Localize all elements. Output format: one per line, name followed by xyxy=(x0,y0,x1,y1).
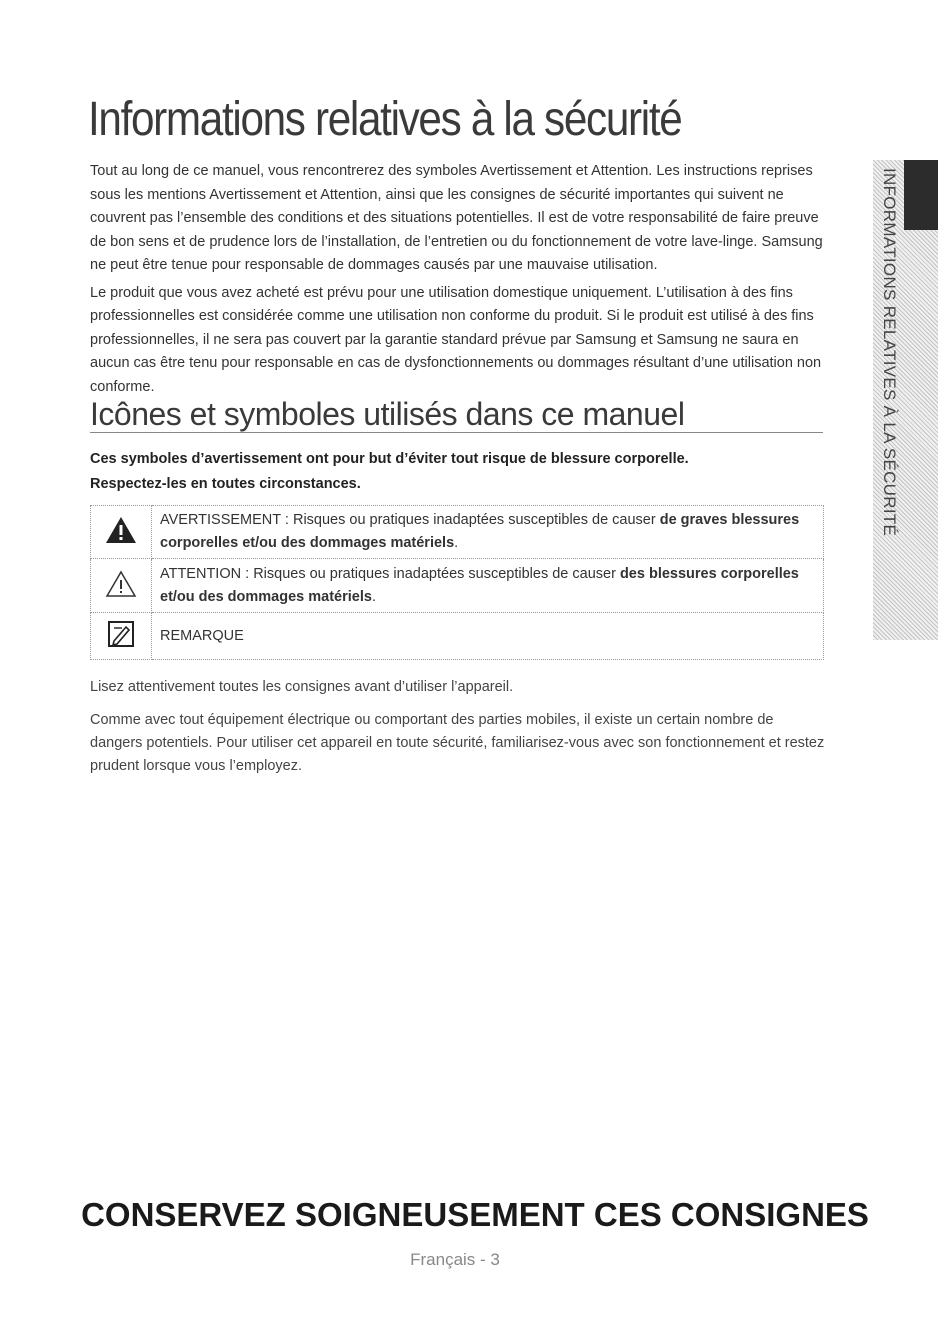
warning-icon-cell xyxy=(91,506,152,559)
warning-text: Risques ou pratiques inadaptées susceptibles de causer xyxy=(292,512,660,528)
caution-end: . xyxy=(371,588,376,605)
warning-separator: : xyxy=(280,512,293,528)
after-text xyxy=(90,676,825,788)
warning-icon xyxy=(104,515,138,545)
after-paragraph-1: Lisez attentivement toutes les consignes avant d’utiliser l’appareil. xyxy=(90,679,514,695)
warning-end: . xyxy=(454,535,459,551)
symbols-table xyxy=(90,505,824,660)
intro-text xyxy=(90,160,825,403)
side-tab xyxy=(873,160,938,640)
lead-line-1: Ces symboles d’avertissement ont pour but d’éviter tout risque de blessure corporelle. xyxy=(90,451,689,467)
footer-title: CONSERVEZ SOIGNEUSEMENT CES CONSIGNES xyxy=(81,1196,869,1233)
caution-icon xyxy=(104,569,138,599)
side-tab-label: INFORMATIONS RELATIVES À LA SÉCURITÉ xyxy=(880,168,899,537)
section-lead xyxy=(90,447,825,497)
side-tab-marker xyxy=(904,160,938,230)
note-row xyxy=(91,613,824,660)
warning-bold-text: de graves blessures corporelles et/ou des dommages matériels xyxy=(160,512,800,551)
warning-description xyxy=(152,506,824,559)
warning-row xyxy=(91,506,824,559)
warning-label: AVERTISSEMENT xyxy=(160,512,281,528)
note-icon xyxy=(106,619,136,649)
note-description xyxy=(152,613,824,660)
caution-row xyxy=(91,559,824,613)
caution-bold-text: des blessures corporelles et/ou des dommages matériels xyxy=(160,565,799,605)
caution-label: ATTENTION xyxy=(160,565,242,582)
caution-text: Risques ou pratiques inadaptées susceptibles de causer xyxy=(253,565,620,582)
section-title: Icônes et symboles utilisés dans ce manuel xyxy=(90,396,823,433)
after-paragraph-2: Comme avec tout équipement électrique ou comportant des parties mobiles, il existe un certain nombre de dangers potentiels. Pour utiliser cet appareil en toute sécurité, familiarisez-vous avec son fonctionnement et restez prudent lorsque vous l’employez. xyxy=(90,712,825,774)
caution-separator: : xyxy=(241,565,254,582)
intro-paragraph-2: Le produit que vous avez acheté est prévu pour une utilisation domestique uniquement. L’utilisation à des fins professionnelles est considérée comme une utilisation non conforme du produit. Si le produit est utilisé à des fins professionnelles, il ne sera pas couvert par la garantie standard prévue par Samsung et Samsung ne saura en aucun cas être tenu pour responsable en cas de dysfonctionnements ou dommages résultant d’une utilisation non conforme. xyxy=(90,284,822,395)
page-title: Informations relatives à la sécurité xyxy=(88,93,682,146)
intro-paragraph-1: Tout au long de ce manuel, vous rencontrerez des symboles Avertissement et Attention. Les instructions reprises sous les mentions Avertissement et Attention, ainsi que les consignes de sécurité importantes qui suivent ne couvrent pas l’ensemble des conditions et des situations potentielles. Il est de votre responsabilité de faire preuve de bon sens et de prudence lors de l’installation, de l’entretien ou du fonctionnement de votre lave-linge. Samsung ne peut être tenue pour responsable de dommages causés par une mauvaise utilisation. xyxy=(90,163,823,273)
lead-line-2: Respectez-les en toutes circonstances. xyxy=(90,476,361,492)
caution-description xyxy=(152,559,824,613)
caution-icon-cell xyxy=(91,559,152,613)
note-label: REMARQUE xyxy=(160,627,244,644)
note-icon-cell xyxy=(91,613,152,660)
page-number: Français - 3 xyxy=(410,1250,500,1269)
